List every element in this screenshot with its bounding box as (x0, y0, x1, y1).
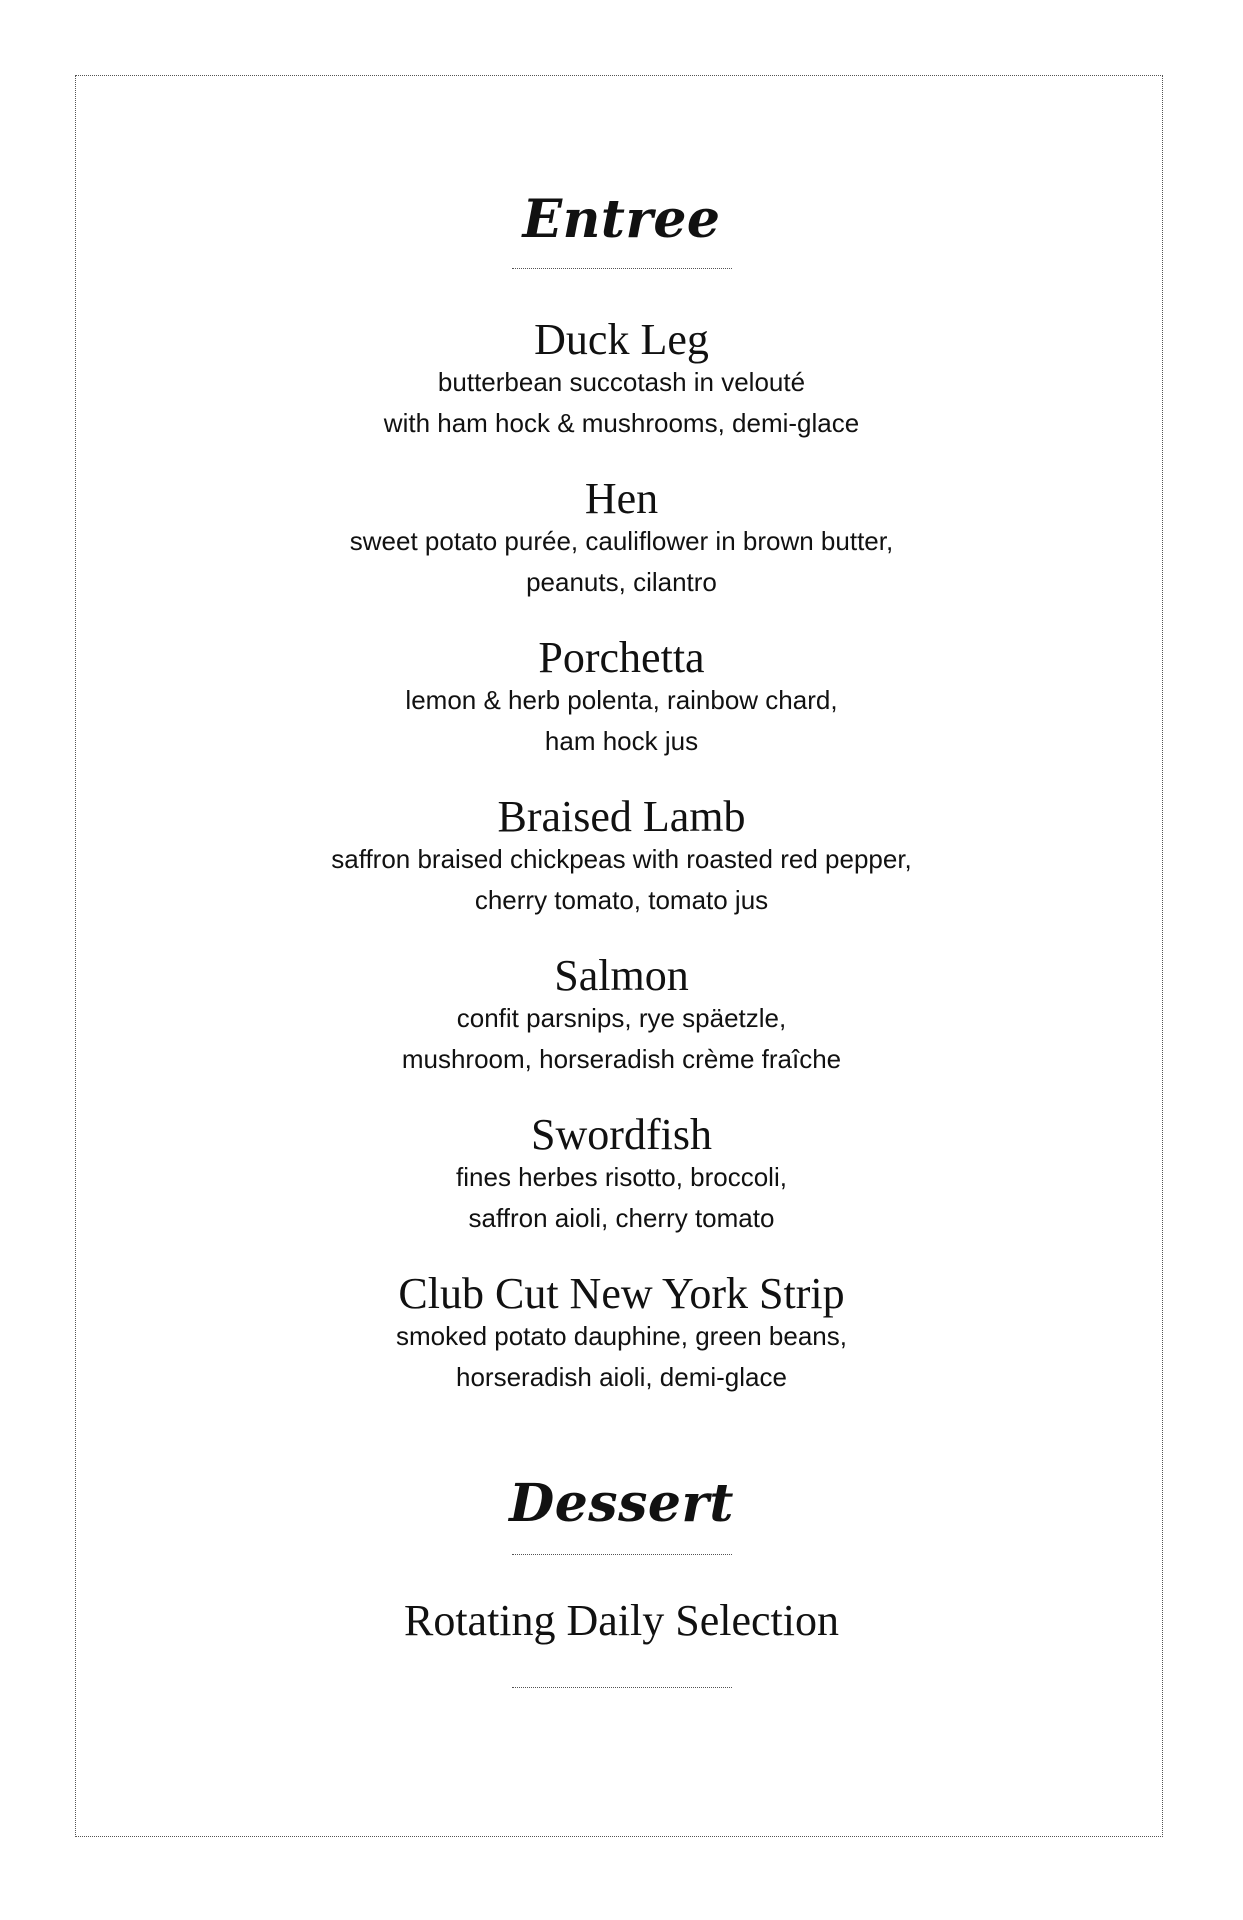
menu-item-swordfish (0, 1110, 1243, 1239)
menu-item-description: lemon & herb polenta, rainbow chard, (405, 685, 838, 715)
menu-item-hen (0, 474, 1243, 603)
menu-item-name: Braised Lamb (497, 792, 746, 841)
menu-item-description: cherry tomato, tomato jus (474, 885, 769, 915)
entree-heading: Entree (522, 189, 721, 250)
entree-divider (512, 268, 732, 269)
dessert-item: Rotating Daily Selection (403, 1596, 840, 1645)
menu-item-description: confit parsnips, rye späetzle, (456, 1003, 787, 1033)
menu-item-new-york-strip (0, 1269, 1243, 1398)
menu-item-description: saffron braised chickpeas with roasted red pepper, (331, 844, 912, 874)
menu-item-description: horseradish aioli, demi-glace (456, 1362, 787, 1392)
menu-item-description: saffron aioli, cherry tomato (468, 1203, 775, 1233)
menu-item-description: peanuts, cilantro (526, 567, 717, 597)
menu-item-porchetta (0, 633, 1243, 762)
menu-item-description: with ham hock & mushrooms, demi-glace (383, 408, 860, 438)
menu-item-description: ham hock jus (544, 726, 699, 756)
menu-item-name: Swordfish (531, 1110, 712, 1159)
dessert-divider (512, 1554, 732, 1555)
menu-item-name: Porchetta (538, 633, 705, 682)
footer-divider (512, 1687, 732, 1688)
menu-item-description: fines herbes risotto, broccoli, (456, 1162, 787, 1192)
menu-item-name: Club Cut New York Strip (398, 1269, 845, 1318)
menu-item-description: smoked potato dauphine, green beans, (395, 1321, 847, 1351)
dessert-heading: Dessert (509, 1473, 734, 1534)
menu-item-description: butterbean succotash in velouté (437, 367, 806, 397)
menu-item-description: sweet potato purée, cauliflower in brown butter, (349, 526, 894, 556)
menu-item-name: Duck Leg (534, 315, 709, 364)
menu-item-braised-lamb (0, 792, 1243, 921)
menu-item-name: Hen (584, 474, 659, 523)
menu-item-description: mushroom, horseradish crème fraîche (401, 1044, 842, 1074)
menu-item-duck-leg (0, 315, 1243, 444)
menu-item-name: Salmon (554, 951, 689, 1000)
menu-item-salmon (0, 951, 1243, 1080)
